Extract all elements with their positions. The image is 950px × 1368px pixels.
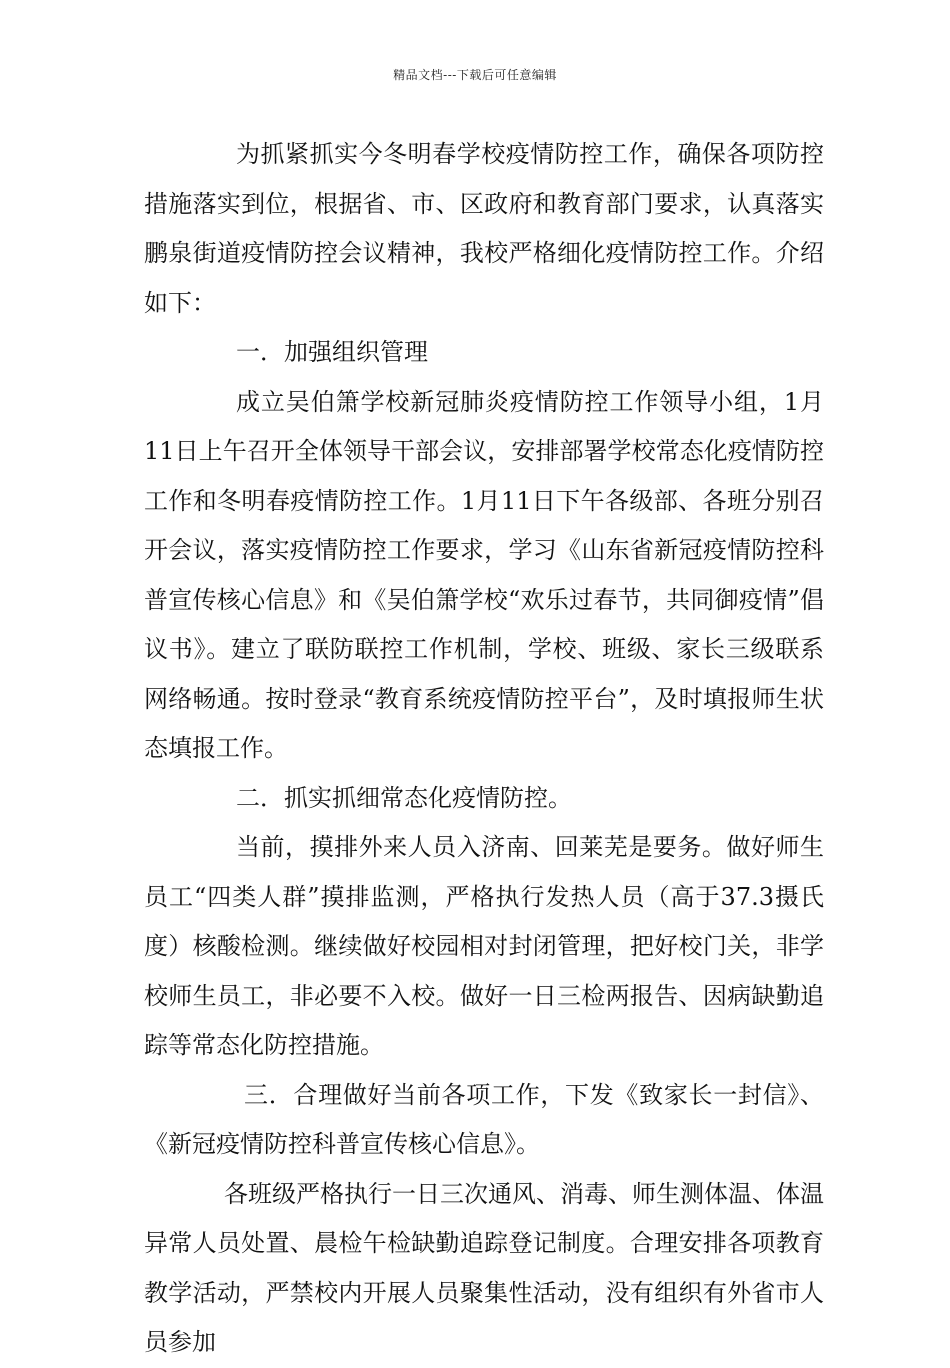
section-2-paragraph: 当前，摸排外来人员入济南、回莱芜是要务。做好师生员工“四类人群”摸排监测，严格执行发热人员（高于37.3摄氏度）核酸检测。继续做好校园相对封闭管理，把好校门关，非学校师生员工，非必要不入校。做好一日三检两报告、因病缺勤追踪等常态化防控措施。 bbox=[144, 833, 824, 1059]
section-3-paragraph: 各班级严格执行一日三次通风、消毒、师生测体温、体温异常人员处置、晨检午检缺勤追踪登记制度。合理安排各项教育教学活动，严禁校内开展人员聚集性活动，没有组织有外省市人员参加 bbox=[144, 1179, 824, 1356]
section-1-paragraph: 成立吴伯箫学校新冠肺炎疫情防控工作领导小组，1月11日上午召开全体领导干部会议，安排部署学校常态化疫情防控工作和冬明春疫情防控工作。1月11日下午各级部、各班分别召开会议，落实疫情防控工作要求，学习《山东省新冠疫情防控科普宣传核心信息》和《吴伯箫学校“欢乐过春节，共同御疫情”倡议书》。建立了联防联控工作机制，学校、班级、家长三级联系网络畅通。按时登录“教育系统疫情防控平台”，及时填报师生状态填报工作。 bbox=[144, 387, 824, 762]
section-heading-2: 二．抓实抓细常态化疫情防控。 bbox=[236, 783, 572, 812]
document-body bbox=[144, 130, 824, 1368]
section-heading-3: 三．合理做好当前各项工作，下发《致家长一封信》、《新冠疫情防控科普宣传核心信息》。 bbox=[144, 1080, 824, 1158]
header-note: 精品文档---下载后可任意编辑 bbox=[393, 68, 557, 82]
intro-paragraph: 为抓紧抓实今冬明春学校疫情防控工作，确保各项防控措施落实到位，根据省、市、区政府和教育部门要求，认真落实鹏泉街道疫情防控会议精神，我校严格细化疫情防控工作。介绍如下： bbox=[144, 140, 824, 317]
section-heading-1: 一．加强组织管理 bbox=[236, 338, 428, 366]
